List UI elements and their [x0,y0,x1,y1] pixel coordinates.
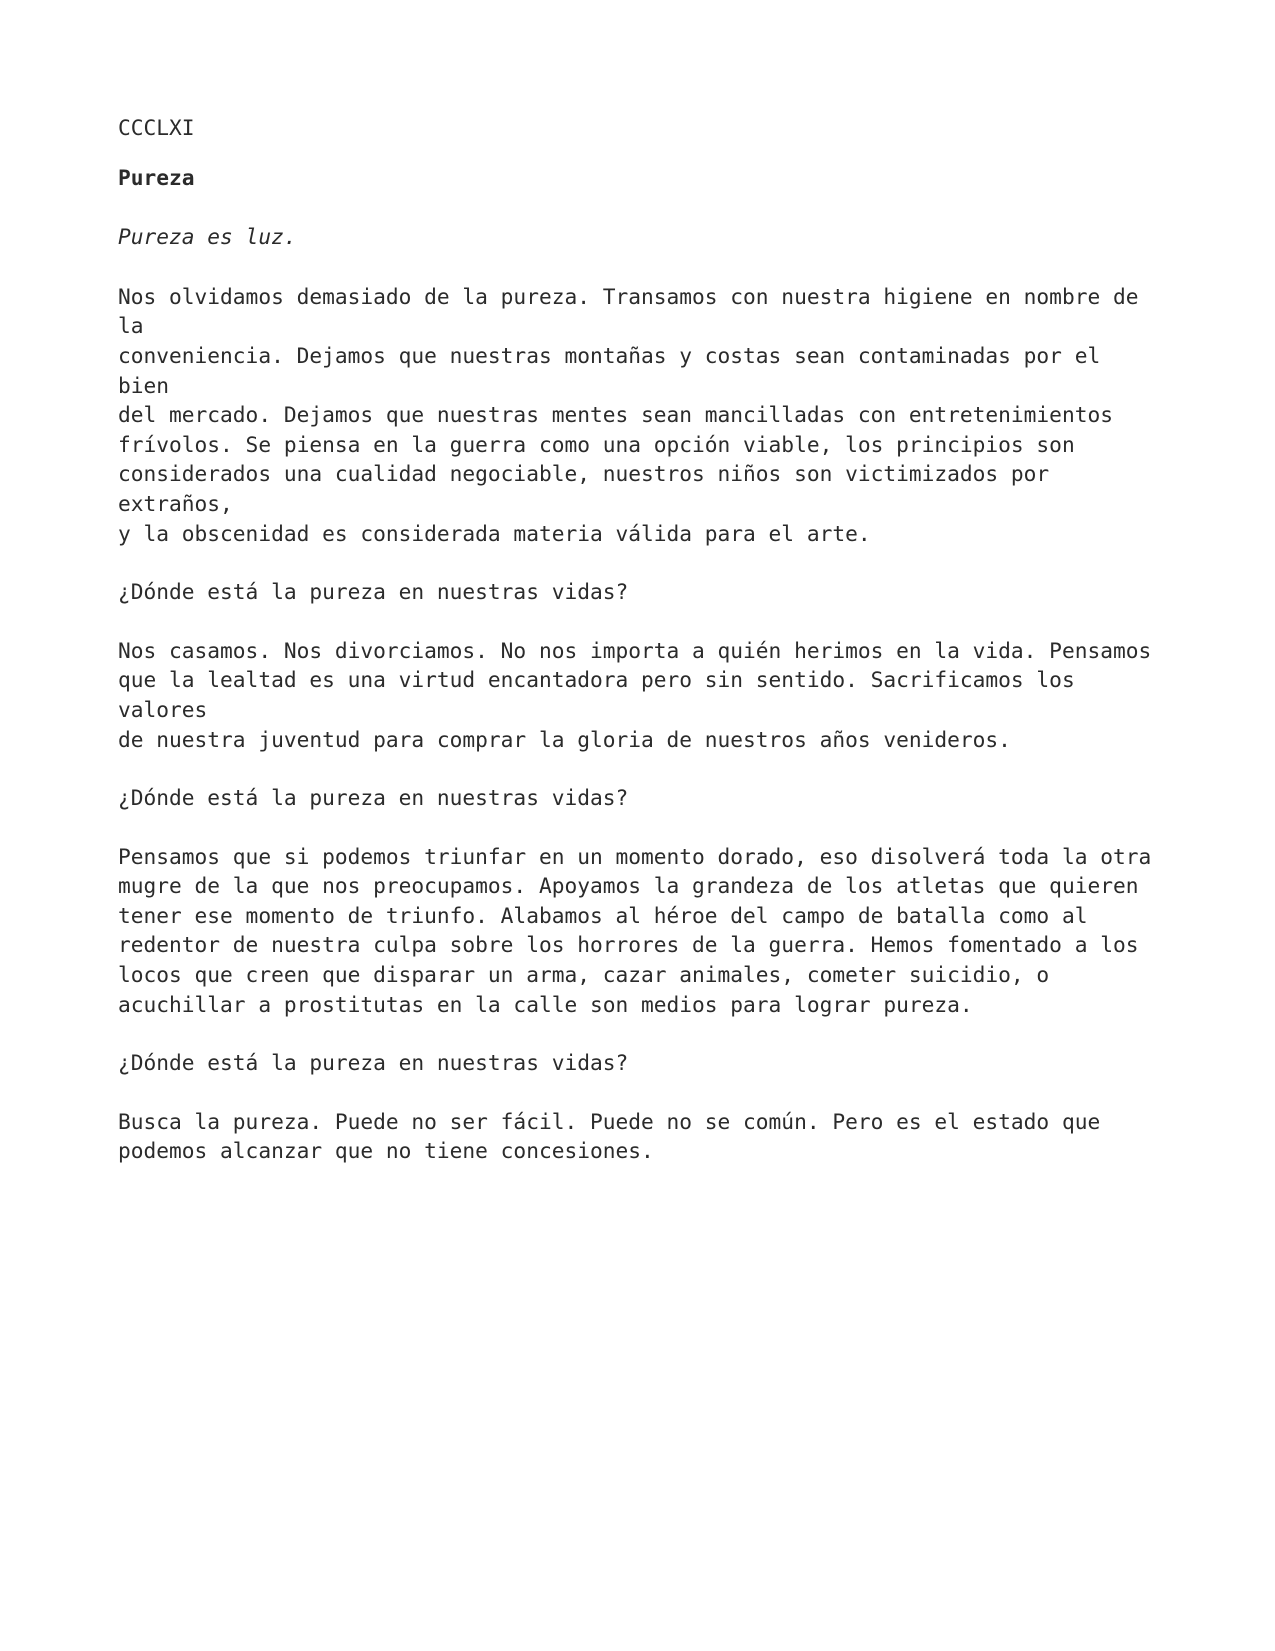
document-page [118,113,1158,1166]
refrain-question-2: ¿Dónde está la pureza en nuestras vidas? [118,785,629,811]
paragraph-1: Nos olvidamos demasiado de la pureza. Transamos con nuestra higiene en nombre de la conveniencia. Dejamos que nuestras montañas y costas sean contaminadas por el bien del mercado. Dejamos que nuestras mentes sean mancilladas con entretenimientos frívolos. Se piensa en la guerra como una opción viable, los principios son considerados una cualidad negociable, nuestros niños son victimizados por extraños, y la obscenidad es considerada materia válida para el arte. [118,283,1139,546]
paragraph-3: Pensamos que si podemos triunfar en un momento dorado, eso disolverá toda la otra mugre de la que nos preocupamos. Apoyamos la grandeza de los atletas que quieren tener ese momento de triunfo. Alabamos al héroe del campo de batalla como al redentor de nuestra culpa sobre los horrores de la guerra. Hemos fomentado a los locos que creen que disparar un arma, cazar animales, cometer suicidio, o acuchillar a prostitutas en la calle son medios para lograr pureza. [118,843,1152,1017]
closing-paragraph: Busca la pureza. Puede no ser fácil. Puede no se común. Pero es el estado que podemos alcanzar que no tiene concesiones. [118,1108,1101,1164]
epigraph: Pureza es luz. [118,224,297,250]
paragraph-2: Nos casamos. Nos divorciamos. No nos importa a quién herimos en la vida. Pensamos que la lealtad es una virtud encantadora pero sin sentido. Sacrificamos los valores de nuestra juventud para comprar la gloria de nuestros años venideros. [118,637,1152,752]
refrain-question-1: ¿Dónde está la pureza en nuestras vidas? [118,579,629,605]
chapter-number: CCCLXI [118,115,195,140]
chapter-title: Pureza [118,164,195,190]
refrain-question-3: ¿Dónde está la pureza en nuestras vidas? [118,1050,629,1076]
